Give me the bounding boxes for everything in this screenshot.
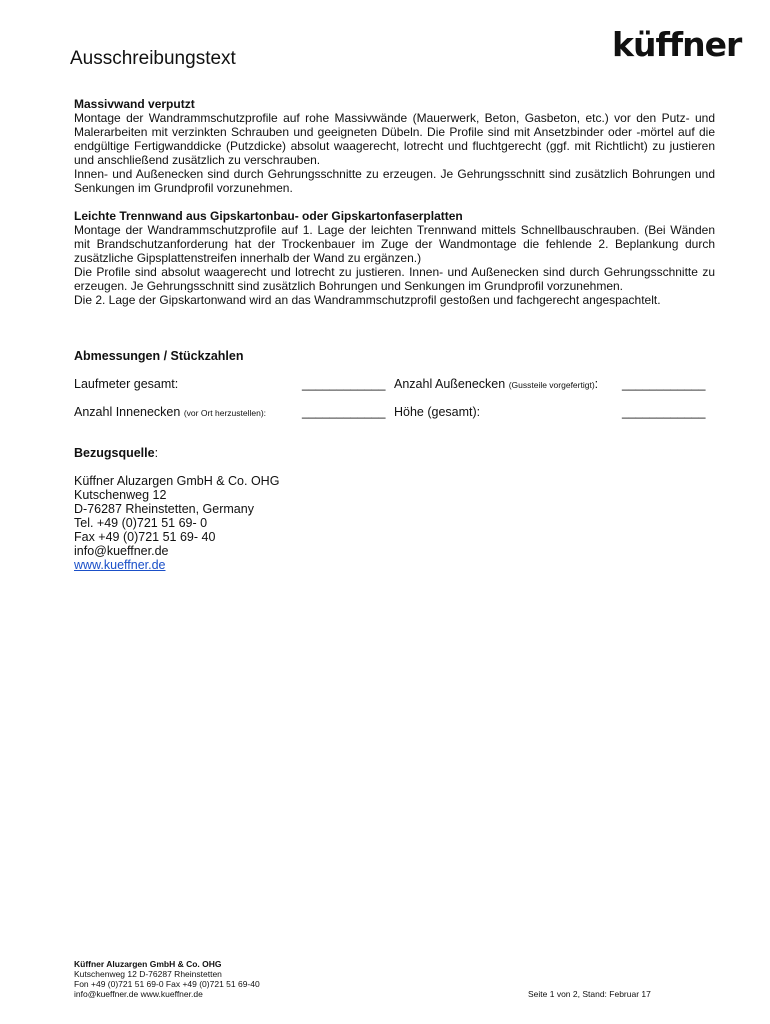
innenecken-label: Anzahl Innenecken bbox=[74, 405, 181, 419]
source-web-link[interactable]: www.kueffner.de bbox=[74, 558, 166, 572]
source-email: info@kueffner.de bbox=[74, 544, 169, 558]
laufmeter-field[interactable]: ____________ bbox=[302, 377, 386, 391]
laufmeter-label: Laufmeter gesamt: bbox=[74, 377, 179, 391]
source-heading-colon: : bbox=[154, 446, 159, 460]
aussenecken-label: Anzahl Außenecken bbox=[394, 377, 506, 391]
paragraph-leicht-2: Die Profile sind absolut waagerecht und lotrecht zu justieren. Innen- und Außenecken sind durch Gehrungsschnitte zu erzeugen. Je Gehrungsschnitt sind zusätzlich Bohrungen und Senkungen im Grundprofil vorzunehmen. bbox=[74, 265, 715, 293]
paragraph-leicht-3: Die 2. Lage der Gipskartonwand wird an das Wandrammschutzprofil gestoßen und fachgerecht angespachtelt. bbox=[74, 293, 661, 307]
section-heading-leichte-trennwand: Leichte Trennwand aus Gipskartonbau- oder Gipskartonfaserplatten bbox=[74, 209, 463, 223]
section-heading-massivwand: Massivwand verputzt bbox=[74, 97, 195, 111]
aussenecken-label-group bbox=[394, 377, 598, 391]
kueffner-logo: küffner bbox=[612, 25, 742, 64]
footer-company: Küffner Aluzargen GmbH & Co. OHG bbox=[74, 959, 222, 969]
source-heading-text: Bezugsquelle bbox=[74, 446, 155, 460]
hoehe-label: Höhe (gesamt): bbox=[394, 405, 481, 419]
dimensions-heading: Abmessungen / Stückzahlen bbox=[74, 349, 244, 363]
source-company: Küffner Aluzargen GmbH & Co. OHG bbox=[74, 474, 280, 488]
section-massivwand bbox=[74, 97, 715, 195]
paragraph-massiv-1: Montage der Wandrammschutzprofile auf rohe Massivwände (Mauerwerk, Beton, Gasbeton, etc.) vor den Putz- und Malerarbeiten mit verzinkten Schrauben und geeigneten Dübeln. Die Profile sind mit Ansetzbinder oder -mörtel auf die endgültige Fertigwanddicke (Putzdicke) absolut waagerecht, lotrecht und fluchtgerecht (ggf. mit Richtlicht) zu justieren und anschließend zusätzlich zu verschrauben. bbox=[74, 111, 715, 167]
source-fax: Fax +49 (0)721 51 69- 40 bbox=[74, 530, 216, 544]
source-street: Kutschenweg 12 bbox=[74, 488, 167, 502]
aussenecken-note: (Gussteile vorgefertigt) bbox=[508, 380, 595, 390]
aussenecken-field[interactable]: ____________ bbox=[622, 377, 706, 391]
footer-street: Kutschenweg 12 D-76287 Rheinstetten bbox=[74, 969, 222, 979]
footer-address bbox=[74, 959, 260, 999]
footer-phone: Fon +49 (0)721 51 69-0 Fax +49 (0)721 51 69-40 bbox=[74, 979, 260, 989]
source-tel: Tel. +49 (0)721 51 69- 0 bbox=[74, 516, 208, 530]
innenecken-note: (vor Ort herzustellen): bbox=[183, 408, 267, 418]
source-address bbox=[74, 474, 279, 572]
innenecken-label-group bbox=[74, 405, 266, 419]
paragraph-leicht-1: Montage der Wandrammschutzprofile auf 1. Lage der leichten Trennwand mittels Schnellbauschrauben. (Bei Wänden mit Brandschutzanforderung hat der Trockenbauer im Zuge der Wandmontage die fehlende 2. Beplankung durch zusätzliche Gipsplattenstreifen innerhalb der Wand zu ergänzen.) bbox=[74, 223, 715, 265]
page-title: Ausschreibungstext bbox=[70, 48, 236, 69]
hoehe-field[interactable]: ____________ bbox=[622, 405, 706, 419]
footer-web: info@kueffner.de www.kueffner.de bbox=[74, 989, 203, 999]
source-heading bbox=[74, 446, 158, 460]
aussenecken-colon: : bbox=[594, 377, 599, 391]
footer-page-number: Seite 1 von 2, Stand: Februar 17 bbox=[528, 989, 651, 999]
paragraph-massiv-2: Innen- und Außenecken sind durch Gehrungsschnitte zu erzeugen. Je Gehrungsschnitt sind zusätzlich Bohrungen und Senkungen im Grundprofil vorzunehmen. bbox=[74, 167, 715, 195]
innenecken-field[interactable]: ____________ bbox=[302, 405, 386, 419]
source-city: D-76287 Rheinstetten, Germany bbox=[74, 502, 254, 516]
section-leichte-trennwand bbox=[74, 209, 715, 307]
